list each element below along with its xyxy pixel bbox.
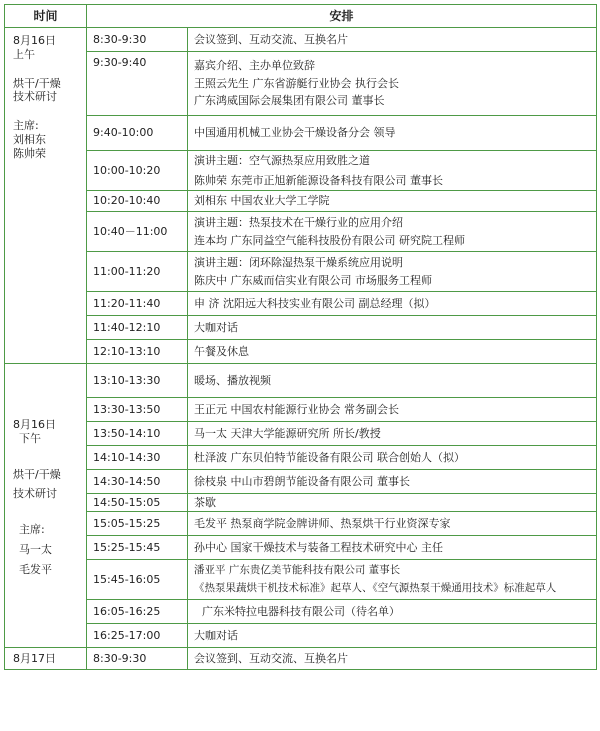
agenda-line: 暖场、播放视频: [194, 373, 271, 387]
time-cell: 16:25-17:00: [87, 624, 188, 648]
agenda-cell: [188, 600, 597, 624]
table-row: [5, 151, 597, 191]
table-row: [5, 648, 597, 670]
time-cell: 13:50-14:10: [87, 422, 188, 446]
agenda-cell: [188, 648, 597, 670]
table-row: [5, 470, 597, 494]
agenda-cell: [188, 191, 597, 212]
session-chair-name: 刘相东: [13, 132, 46, 146]
agenda-cell: [188, 316, 597, 340]
agenda-line: 嘉宾介绍、主办单位致辞: [194, 58, 315, 72]
time-cell: 10:40－11:00: [87, 212, 188, 252]
session-topic-line1: 烘干/干燥: [13, 76, 61, 90]
agenda-line: 会议签到、互动交流、互换名片: [194, 651, 348, 665]
table-row: [5, 292, 597, 316]
time-cell: 15:05-15:25: [87, 512, 188, 536]
session-date: 8月17日: [13, 652, 56, 665]
session-topic-line2: 技术研讨: [13, 90, 57, 104]
time-cell: 9:30-9:40: [87, 52, 188, 116]
table-row: [5, 116, 597, 151]
agenda-line: 徐枝泉 中山市碧朗节能设备有限公司 董事长: [194, 474, 410, 488]
time-cell: 11:20-11:40: [87, 292, 188, 316]
agenda-cell: [188, 398, 597, 422]
table-row: [5, 316, 597, 340]
agenda-line: 广东鸿威国际会展集团有限公司 董事长: [194, 94, 385, 108]
table-row: [5, 624, 597, 648]
table-row: [5, 512, 597, 536]
agenda-line: 茶歇: [194, 495, 216, 509]
time-cell: 8:30-9:30: [87, 28, 188, 52]
table-row: [5, 536, 597, 560]
session-chair-name: 陈帅荣: [13, 146, 46, 160]
agenda-cell: [188, 212, 597, 252]
agenda-line: 会议签到、互动交流、互换名片: [194, 32, 348, 46]
session-chair-name: 毛发平: [19, 562, 52, 576]
agenda-line: 演讲主题：空气源热泵应用致胜之道: [194, 153, 370, 167]
agenda-cell: [188, 560, 597, 600]
agenda-cell: [188, 52, 597, 116]
session-chair-label: 主席:: [13, 119, 39, 132]
header-time: 时间: [5, 5, 87, 28]
agenda-line: 陈帅荣 东莞市正旭新能源设备科技有限公司 董事长: [194, 173, 443, 187]
time-cell: 10:20-10:40: [87, 191, 188, 212]
agenda-line: 王照云先生 广东省游艇行业协会 执行会长: [194, 76, 399, 90]
agenda-cell: [188, 470, 597, 494]
time-cell: 16:05-16:25: [87, 600, 188, 624]
session-period: 下午: [19, 431, 41, 445]
agenda-line: 《热泵果蔬烘干机技术标准》起草人、《空气源热泵干燥通用技术》标准起草人: [194, 581, 557, 594]
agenda-line: 毛发平 热泵商学院金牌讲师、热泵烘干行业资深专家: [194, 516, 451, 530]
agenda-cell: [188, 116, 597, 151]
agenda-cell: [188, 151, 597, 191]
session-next-day: [5, 648, 87, 670]
agenda-line: 大咖对话: [194, 628, 238, 642]
agenda-line: 潘亚平 广东贵亿美节能科技有限公司 董事长: [194, 564, 401, 577]
time-cell: 11:40-12:10: [87, 316, 188, 340]
agenda-line: 连本均 广东同益空气能科技股份有限公司 研究院工程师: [194, 233, 465, 247]
session-date: 8月16日: [13, 34, 56, 47]
agenda-cell: [188, 340, 597, 364]
agenda-line: 中国通用机械工业协会干燥设备分会 领导: [194, 126, 396, 140]
time-cell: 15:45-16:05: [87, 560, 188, 600]
agenda-cell: [188, 292, 597, 316]
time-cell: 10:00-10:20: [87, 151, 188, 191]
time-cell: 13:30-13:50: [87, 398, 188, 422]
time-cell: 14:50-15:05: [87, 494, 188, 512]
table-row: [5, 494, 597, 512]
agenda-cell: [188, 446, 597, 470]
table-row: [5, 600, 597, 624]
time-cell: 13:10-13:30: [87, 364, 188, 398]
time-cell: 8:30-9:30: [87, 648, 188, 670]
table-row: [5, 28, 597, 52]
schedule-table: [4, 4, 597, 670]
agenda-cell: [188, 422, 597, 446]
agenda-line: 大咖对话: [194, 320, 238, 334]
table-row: [5, 446, 597, 470]
agenda-cell: [188, 28, 597, 52]
table-row: [5, 52, 597, 116]
time-cell: 12:10-13:10: [87, 340, 188, 364]
session-date: 8月16日: [13, 418, 56, 431]
table-row: [5, 191, 597, 212]
table-row: [5, 212, 597, 252]
agenda-line: 广东米特拉电器科技有限公司（待名单）: [202, 604, 400, 618]
table-row: [5, 364, 597, 398]
header-row: [5, 5, 597, 28]
session-topic-line1: 烘干/干燥: [13, 467, 61, 481]
agenda-line: 申 济 沈阳远大科技实业有限公司 副总经理（拟）: [194, 296, 436, 310]
time-cell: 15:25-15:45: [87, 536, 188, 560]
time-cell: 11:00-11:20: [87, 252, 188, 292]
session-topic-line2: 技术研讨: [13, 487, 57, 501]
session-morning: [5, 28, 87, 364]
agenda-line: 陈庆中 广东威而信实业有限公司 市场服务工程师: [194, 273, 432, 287]
agenda-cell: [188, 512, 597, 536]
agenda-line: 演讲主题：闭环除湿热泵干燥系统应用说明: [194, 255, 403, 269]
agenda-cell: [188, 624, 597, 648]
session-period: 上午: [13, 47, 35, 61]
agenda-cell: [188, 536, 597, 560]
agenda-line: 午餐及休息: [194, 344, 249, 358]
agenda-line: 孙中心 国家干燥技术与装备工程技术研究中心 主任: [194, 540, 443, 554]
header-arrangement: 安排: [87, 5, 597, 28]
table-row: [5, 422, 597, 446]
agenda-cell: [188, 252, 597, 292]
agenda-cell: [188, 494, 597, 512]
table-row: [5, 252, 597, 292]
agenda-line: 马一太 天津大学能源研究所 所长/教授: [194, 426, 381, 440]
time-cell: 14:10-14:30: [87, 446, 188, 470]
agenda-cell: [188, 364, 597, 398]
session-afternoon: [5, 364, 87, 648]
session-chair-label: 主席:: [19, 523, 45, 536]
session-chair-name: 马一太: [19, 542, 52, 556]
table-row: [5, 398, 597, 422]
agenda-line: 王正元 中国农村能源行业协会 常务副会长: [194, 402, 399, 416]
time-cell: 9:40-10:00: [87, 116, 188, 151]
agenda-line: 演讲主题：热泵技术在干燥行业的应用介绍: [194, 215, 403, 229]
agenda-line: 刘相东 中国农业大学工学院: [194, 194, 330, 208]
time-cell: 14:30-14:50: [87, 470, 188, 494]
agenda-line: 杜泽波 广东贝伯特节能设备有限公司 联合创始人（拟）: [194, 450, 465, 464]
table-row: [5, 340, 597, 364]
table-row: [5, 560, 597, 600]
